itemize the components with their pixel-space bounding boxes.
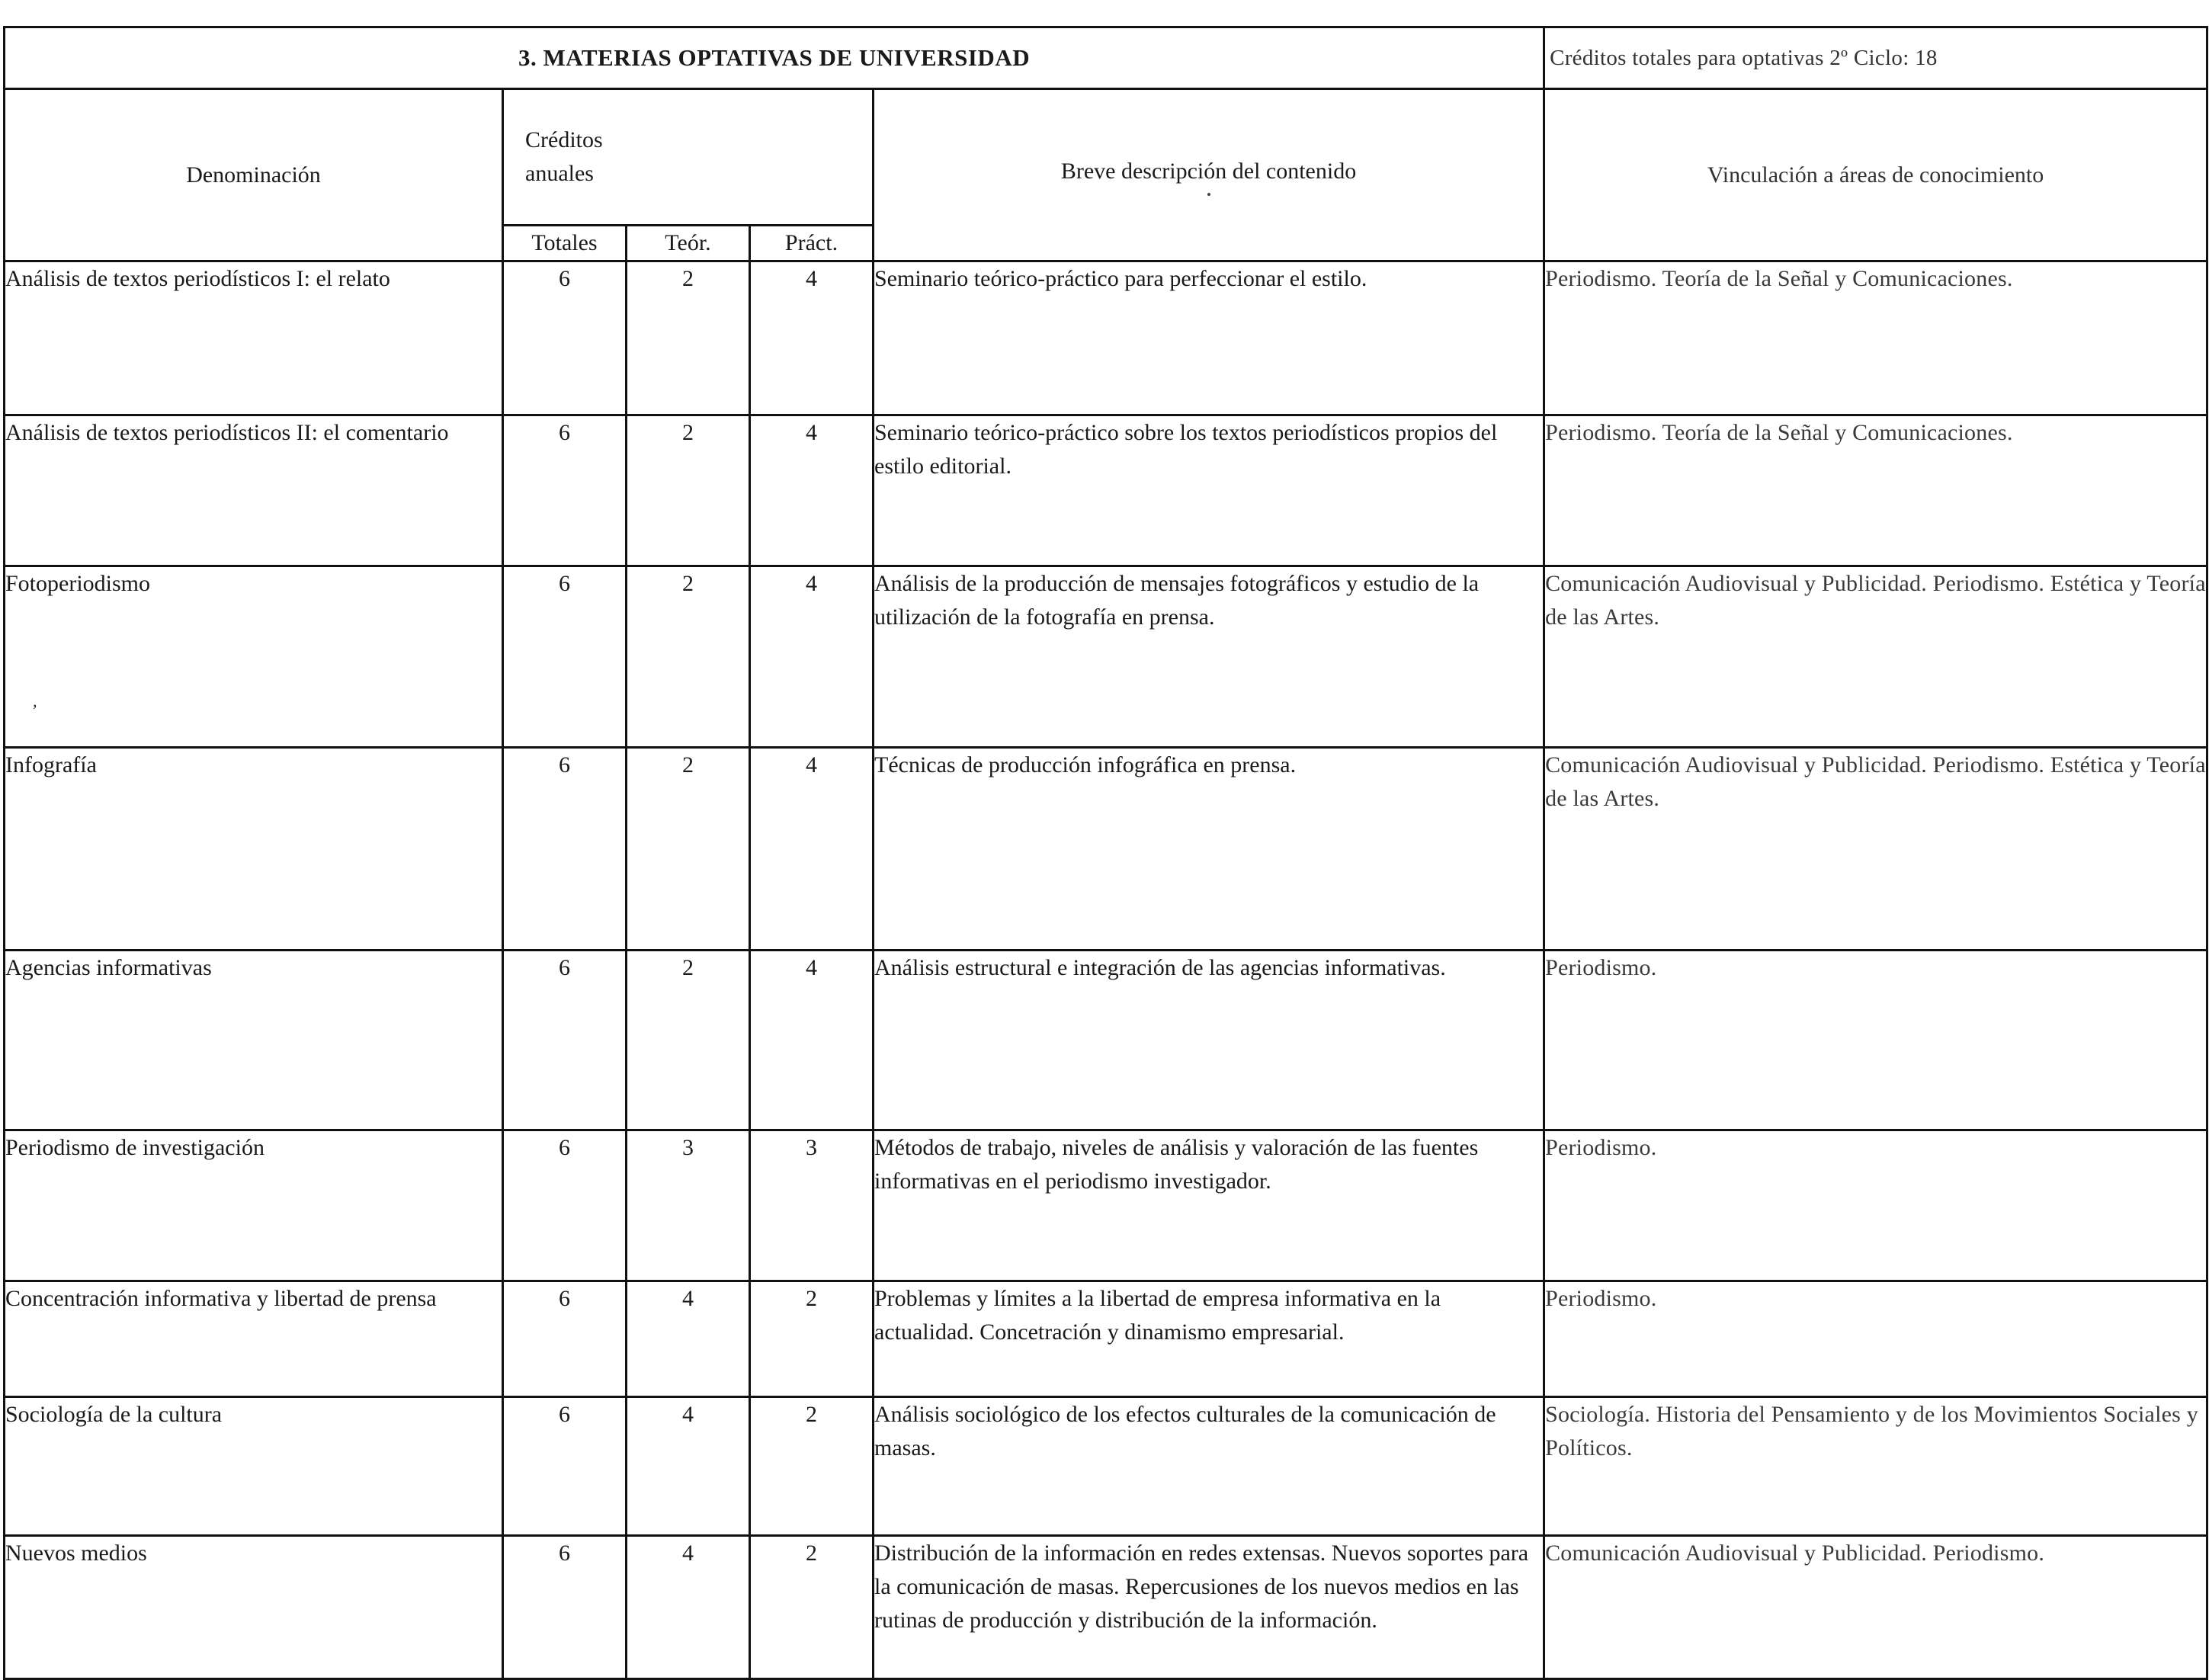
row-teor: 4	[627, 1281, 750, 1397]
document-page	[3, 26, 2206, 1680]
row-totales: 6	[503, 415, 627, 566]
row-description: Análisis estructural e integración de las agencias informativas.	[874, 951, 1544, 1130]
row-pract: 4	[750, 951, 874, 1130]
row-pract: 2	[750, 1536, 874, 1679]
table-row	[5, 1536, 2207, 1679]
header-teor: Teór.	[627, 226, 750, 261]
table-title: 3. MATERIAS OPTATIVAS DE UNIVERSIDAD	[5, 27, 1544, 89]
row-name: Periodismo de investigación	[5, 1130, 503, 1281]
row-teor: 3	[627, 1130, 750, 1281]
row-teor: 2	[627, 748, 750, 951]
scan-dot	[1207, 193, 1210, 196]
row-pract: 4	[750, 415, 874, 566]
row-name: Análisis de textos periodísticos I: el relato	[5, 261, 503, 415]
row-totales: 6	[503, 261, 627, 415]
row-totales: 6	[503, 1397, 627, 1536]
row-area: Comunicación Audiovisual y Publicidad. Periodismo. Estética y Teoría de las Artes.	[1544, 748, 2207, 951]
row-description: Distribución de la información en redes extensas. Nuevos soportes para la comunicación de masas. Repercusiones de los nuevos medios en las rutinas de producción y distribución de la información.	[874, 1536, 1544, 1679]
header-denominacion: Denominación	[5, 89, 503, 261]
row-description: Seminario teórico-práctico sobre los textos periodísticos propios del estilo editorial.	[874, 415, 1544, 566]
table-row	[5, 1281, 2207, 1397]
row-name: Fotoperiodismo	[5, 566, 503, 748]
row-teor: 4	[627, 1536, 750, 1679]
row-name: Infografía	[5, 748, 503, 951]
header-descripcion	[874, 89, 1544, 261]
row-teor: 4	[627, 1397, 750, 1536]
row-totales: 6	[503, 1130, 627, 1281]
row-teor: 2	[627, 261, 750, 415]
row-name: Concentración informativa y libertad de prensa	[5, 1281, 503, 1397]
row-description: Técnicas de producción infográfica en prensa.	[874, 748, 1544, 951]
row-description: Seminario teórico-práctico para perfeccionar el estilo.	[874, 261, 1544, 415]
row-totales: 6	[503, 951, 627, 1130]
row-name: Análisis de textos periodísticos II: el comentario	[5, 415, 503, 566]
row-area: Sociología. Historia del Pensamiento y de los Movimientos Sociales y Políticos.	[1544, 1397, 2207, 1536]
header-creditos-line1: Créditos	[525, 127, 603, 152]
row-totales: 6	[503, 566, 627, 748]
row-area: Periodismo. Teoría de la Señal y Comunicaciones.	[1544, 261, 2207, 415]
table-row	[5, 951, 2207, 1130]
header-row-1	[5, 89, 2207, 226]
total-credits-label: Créditos totales para optativas 2º Ciclo: 18	[1544, 27, 2207, 89]
table-row	[5, 1130, 2207, 1281]
row-area: Periodismo. Teoría de la Señal y Comunicaciones.	[1544, 415, 2207, 566]
row-totales: 6	[503, 748, 627, 951]
row-area: Comunicación Audiovisual y Publicidad. Periodismo. Estética y Teoría de las Artes.	[1544, 566, 2207, 748]
header-totales: Totales	[503, 226, 627, 261]
header-creditos-anuales	[503, 89, 874, 226]
table-row	[5, 1397, 2207, 1536]
row-teor: 2	[627, 951, 750, 1130]
row-name: Sociología de la cultura	[5, 1397, 503, 1536]
optativas-table	[3, 26, 2208, 1680]
header-creditos-line2: anuales	[525, 161, 594, 186]
row-totales: 6	[503, 1281, 627, 1397]
row-teor: 2	[627, 415, 750, 566]
row-area: Periodismo.	[1544, 1130, 2207, 1281]
row-description: Métodos de trabajo, niveles de análisis y valoración de las fuentes informativas en el periodismo investigador.	[874, 1130, 1544, 1281]
scan-mark: ‚	[32, 691, 38, 710]
header-pract: Práct.	[750, 226, 874, 261]
row-area: Periodismo.	[1544, 951, 2207, 1130]
table-row	[5, 261, 2207, 415]
row-teor: 2	[627, 566, 750, 748]
row-pract: 4	[750, 566, 874, 748]
row-name: Agencias informativas	[5, 951, 503, 1130]
header-vinculacion: Vinculación a áreas de conocimiento	[1544, 89, 2207, 261]
row-description: Análisis de la producción de mensajes fotográficos y estudio de la utilización de la fotografía en prensa.	[874, 566, 1544, 748]
row-description: Problemas y límites a la libertad de empresa informativa en la actualidad. Concetración y dinamismo empresarial.	[874, 1281, 1544, 1397]
table-row	[5, 566, 2207, 748]
table-row	[5, 415, 2207, 566]
table-row	[5, 748, 2207, 951]
row-pract: 3	[750, 1130, 874, 1281]
header-descripcion-label: Breve descripción del contenido	[1060, 158, 1357, 184]
row-pract: 2	[750, 1281, 874, 1397]
row-description: Análisis sociológico de los efectos culturales de la comunicación de masas.	[874, 1397, 1544, 1536]
row-name: Nuevos medios	[5, 1536, 503, 1679]
title-row	[5, 27, 2207, 89]
row-pract: 4	[750, 261, 874, 415]
row-pract: 2	[750, 1397, 874, 1536]
row-pract: 4	[750, 748, 874, 951]
row-area: Comunicación Audiovisual y Publicidad. Periodismo.	[1544, 1536, 2207, 1679]
row-area: Periodismo.	[1544, 1281, 2207, 1397]
row-totales: 6	[503, 1536, 627, 1679]
